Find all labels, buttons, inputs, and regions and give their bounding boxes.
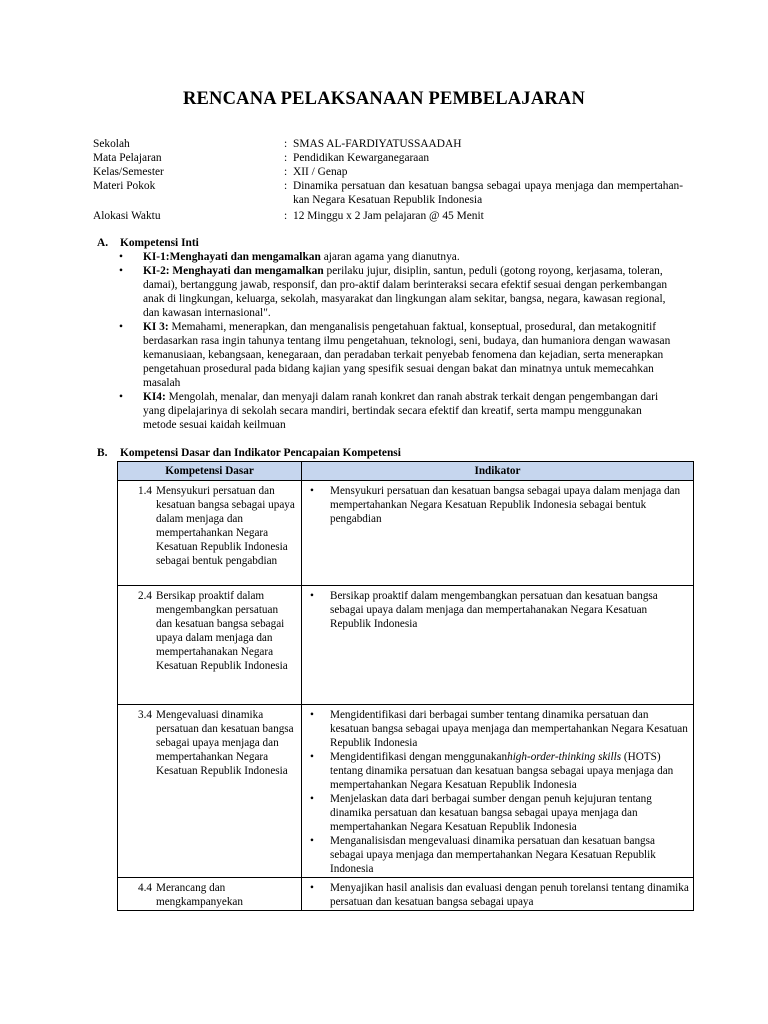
indicator-list xyxy=(302,589,693,631)
ki-bold: KI-2: Menghayati dan mengamalkan xyxy=(143,265,324,277)
identity-value: Dinamika persatuan dan kesatuan bangsa sebagai upaya menjaga dan mempertahan-kan Negara Kesatuan Republik Indonesia xyxy=(293,180,683,206)
ki-bold: KI4: xyxy=(143,391,166,403)
kd-text: Merancang dan mengkampanyekan xyxy=(156,882,243,908)
kd-number: 2.4 xyxy=(138,590,152,602)
identity-block xyxy=(93,137,683,223)
identity-colon: : xyxy=(284,152,288,164)
ki-text: perilaku jujur, disiplin, santun, peduli (gotong royong, kerjasama, toleran, damai), bertanggung jawab, responsif, dan pro-aktif dalam berinteraksi secara efektif sesuai dengan perkembangan anak di lingkungan, keluarga, sekolah, masyarakat dan lingkungan alam sekitar, bangsa, negara, kawasan regional, dan kawasan internasional". xyxy=(143,265,668,319)
identity-row xyxy=(93,151,683,165)
identity-colon: : xyxy=(284,210,288,222)
kd-number: 3.4 xyxy=(138,709,152,721)
indicator-item: • Bersikap proaktif dalam mengembangkan persatuan dan kesatuan bangsa sebagai upaya dalam menjaga dan mempertahanakan Negara Kesatuan Republik Indonesia xyxy=(330,589,689,631)
kd-text: Mengevaluasi dinamika persatuan dan kesatuan bangsa sebagai upaya menjaga dan mempertahankan Negara Kesatuan Republik Indonesia xyxy=(156,709,294,777)
section-letter: A. xyxy=(97,237,109,249)
indicator-list xyxy=(302,881,693,909)
table-header-row xyxy=(118,462,694,481)
section-letter: B. xyxy=(97,447,108,459)
identity-row xyxy=(93,137,683,151)
identity-label: Mata Pelajaran xyxy=(93,152,162,164)
indicator-item: • Menganalisisdan mengevaluasi dinamika persatuan dan kesatuan bangsa sebagai upaya menjaga dan mempertahankan Negara Kesatuan Republik Indonesia xyxy=(330,834,689,876)
identity-value: XII / Genap xyxy=(293,166,348,178)
identity-label: Kelas/Semester xyxy=(93,166,164,178)
header-kompetensi-dasar: Kompetensi Dasar xyxy=(118,462,302,481)
ki-list xyxy=(97,250,672,432)
ki-bold: KI-1:Menghayati dan mengamalkan xyxy=(143,251,321,263)
kd-text: Mensyukuri persatuan dan kesatuan bangsa sebagai upaya dalam menjaga dan mempertahankan Negara Kesatuan Republik Indonesia sebagai bentuk pengabdian xyxy=(156,485,295,567)
ki-text: Memahami, menerapkan, dan menganalisis pengetahuan faktual, konseptual, prosedural, dan metakognitif berdasarkan rasa ingin tahunya tentang ilmu pengetahuan, teknologi, seni, budaya, dan humaniora dengan wawasan kemanusiaan, kebangsaan, kenegaraan, dan peradaban terkait penyebab fenomena dan kejadian, serta menerapkan pengetahuan prosedural pada bidang kajian yang spesifik sesuai dengan bakat dan minatnya untuk memecahkan masalah xyxy=(143,321,671,389)
kd-number: 4.4 xyxy=(138,882,152,894)
identity-row xyxy=(93,165,683,179)
indicator-item: • Menyajikan hasil analisis dan evaluasi dengan penuh torelansi tentang dinamika persatuan dan kesatuan bangsa sebagai upaya xyxy=(330,881,689,909)
table-row xyxy=(118,705,694,878)
header-indikator: Indikator xyxy=(302,462,694,481)
ki-item xyxy=(143,250,672,264)
identity-value: SMAS AL-FARDIYATUSSAADAH xyxy=(293,138,462,150)
kd-indikator-table xyxy=(117,461,694,911)
identity-value: 12 Minggu x 2 Jam pelajaran @ 45 Menit xyxy=(293,210,484,222)
ki-item xyxy=(143,264,672,320)
ki-text: ajaran agama yang dianutnya. xyxy=(320,251,460,263)
indicator-list xyxy=(302,484,693,526)
identity-colon: : xyxy=(284,180,288,192)
identity-colon: : xyxy=(284,166,288,178)
section-heading xyxy=(97,446,697,460)
kd-number: 1.4 xyxy=(138,485,152,497)
table-row xyxy=(118,586,694,705)
identity-label: Materi Pokok xyxy=(93,180,156,192)
kd-text: Bersikap proaktif dalam mengembangkan persatuan dan kesatuan bangsa sebagai upaya dalam menjaga dan mempertahanakan Negara Kesatuan Republik Indonesia xyxy=(156,590,288,672)
table-row xyxy=(118,878,694,911)
ki-text: Mengolah, menalar, dan menyaji dalam ranah konkret dan ranah abstrak terkait dengan pengembangan dari yang dipelajarinya di sekolah secara mandiri, bertindak secara efektif dan kreatif, serta mampu menggunakan metode sesuai kaidah keilmuan xyxy=(143,391,659,431)
ki-bold: KI 3: xyxy=(143,321,169,333)
indicator-item: • Mengidentifikasi dengan menggunakanhigh-order-thinking skills (HOTS) tentang dinamika persatuan dan kesatuan bangsa sebagai upaya menjaga dan mempertahankan Negara Kesatuan Republik Indonesia xyxy=(330,750,689,792)
ki-item xyxy=(143,320,672,390)
indicator-list xyxy=(302,708,693,876)
section-kompetensi-inti xyxy=(97,236,672,432)
table-row xyxy=(118,481,694,586)
section-title: Kompetensi Dasar dan Indikator Pencapaian Kompetensi xyxy=(120,447,401,459)
identity-row xyxy=(93,209,683,223)
indicator-item: • Mensyukuri persatuan dan kesatuan bangsa sebagai upaya dalam menjaga dan mempertahankan Negara Kesatuan Republik Indonesia sebagai bentuk pengabdian xyxy=(330,484,689,526)
identity-value: Pendidikan Kewarganegaraan xyxy=(293,152,430,164)
document-title: RENCANA PELAKSANAAN PEMBELAJARAN xyxy=(182,89,586,109)
ki-item xyxy=(143,390,672,432)
identity-label: Sekolah xyxy=(93,138,130,150)
section-title: Kompetensi Inti xyxy=(120,237,199,249)
identity-label: Alokasi Waktu xyxy=(93,210,161,222)
section-kompetensi-dasar xyxy=(97,446,697,460)
indicator-item: • Mengidentifikasi dari berbagai sumber tentang dinamika persatuan dan kesatuan bangsa sebagai upaya menjaga dan mempertahankan Negara Kesatuan Republik Indonesia xyxy=(330,708,689,750)
section-heading xyxy=(97,236,672,250)
indicator-item: • Menjelaskan data dari berbagai sumber dengan penuh kejujuran tentang dinamika persatuan dan kesatuan bangsa sebagai upaya menjaga dan mempertahankan Negara Kesatuan Republik Indonesia xyxy=(330,792,689,834)
identity-row xyxy=(93,179,683,207)
identity-colon: : xyxy=(284,138,288,150)
